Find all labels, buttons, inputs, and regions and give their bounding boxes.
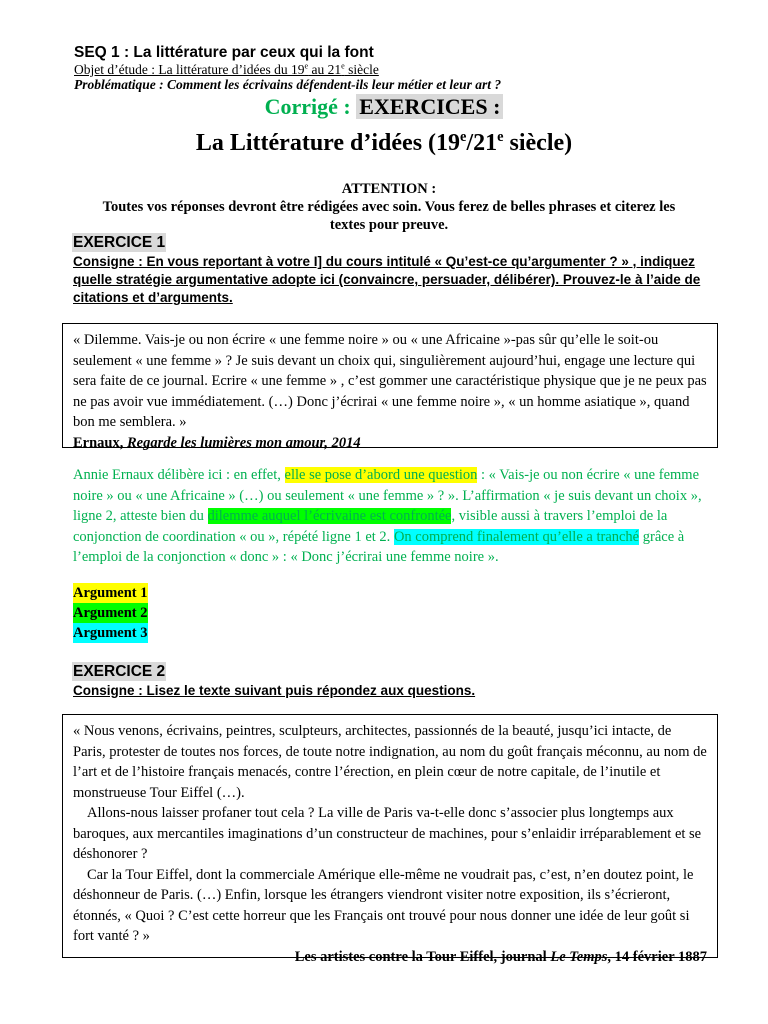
highlight-argument-3: On comprend finalement qu’elle a tranché: [393, 528, 640, 545]
header: [74, 44, 714, 92]
attention-text: Toutes vos réponses devront être rédigées avec soin. Vous ferez de belles phrases et citerez les textes pour preuve.: [102, 199, 676, 233]
legend-argument-3: Argument 3: [73, 625, 148, 641]
sequence-title: SEQ 1 : La littérature par ceux qui la font: [74, 44, 374, 61]
exercice1-label: EXERCICE 1: [73, 234, 166, 251]
tour-eiffel-source: Les artistes contre la Tour Eiffel, journal Le Temps, 14 février 1887: [294, 948, 707, 965]
legend-argument-2: Argument 2: [73, 605, 148, 621]
exercice1-answer: Annie Ernaux délibère ici : en effet, elle se pose d’abord une question : « Vais-je ou non écrire « une femme noire » ou « une Africaine » (…) ou seulement « une femme » ? ». L’affirmation « je suis devant un choix », ligne 2, atteste bien du dilemme auquel l’écrivaine est confrontée, visible aussi à travers l’emploi de la conjonction de coordination « ou », répété ligne 1 et 2. On comprend finalement qu’elle a tranché grâce à l’emploi de la conjonction « donc » : « Donc j’écrirai une femme noire ».: [73, 467, 702, 565]
problematique: Problématique : Comment les écrivains défendent-ils leur métier et leur art ?: [74, 77, 502, 92]
highlight-argument-2: dilemme auquel l’écrivaine est confrontée: [207, 508, 452, 524]
highlight-argument-1: elle se pose d’abord une question: [284, 467, 478, 483]
exercice2-quote-box: [62, 714, 718, 965]
attention-notice: [96, 180, 682, 234]
attention-heading: ATTENTION :: [341, 181, 437, 197]
argument-legend: [73, 583, 148, 643]
objet-etude: Objet d’étude : La littérature d’idées du 19e au 21e siècle: [74, 61, 379, 77]
ernaux-quote: « Dilemme. Vais-je ou non écrire « une femme noire » ou « une Africaine »-pas sûr qu’elle le soit-ou seulement « une femme » ? Je suis devant un choix qui, singulièrement aujourd’hui, engage une lecture qui sera faite de ce journal. Ecrire « une femme » , c’est gommer une caractéristique physique que je ne peux pas ne pas avoir vue immédiatement. (…) Donc j’écrirai « une femme noire », « un homme asiatique », quand bon me semblera. »: [73, 332, 707, 430]
main-title: La Littérature d’idées (19e/21e siècle): [195, 129, 573, 156]
exercice2-label: EXERCICE 2: [73, 663, 166, 680]
corrige-title: Corrigé : EXERCICES :: [0, 93, 768, 121]
exercice2-consigne: Consigne : Lisez le texte suivant puis répondez aux questions.: [73, 683, 476, 698]
exercice1-consigne: Consigne : En vous reportant à votre I] du cours intitulé « Qu’est-ce qu’argumenter ? » , indiquez quelle stratégie argumentative adopte ici (convaincre, persuader, délibérer). Prouvez-le à l’aide de citations et d’arguments.: [73, 254, 701, 305]
exercice1-quote-box: [62, 323, 718, 451]
legend-argument-1: Argument 1: [73, 585, 148, 601]
ernaux-source: Ernaux, Regarde les lumières mon amour, 2014: [73, 434, 361, 451]
tour-eiffel-para-3: Car la Tour Eiffel, dont la commerciale Amérique elle-même ne voudrait pas, c’est, n’en doutez point, le déshonneur de Paris. (…) Enfin, lorsque les étrangers viendront visiter notre exposition, ils s’écrieront, étonnés, « Quoi ? C’est cette horreur que les Français ont trouvé pour nous donner une idée de leur goût si fort vanté ? »: [73, 866, 694, 944]
tour-eiffel-para-1: « Nous venons, écrivains, peintres, sculpteurs, architectes, passionnés de la beauté, jusqu’ici intacte, de Paris, protester de toutes nos forces, de toute notre indignation, au nom du goût français méconnu, au nom de l’art et de l’histoire français menacés, contre l’érection, en plein cœur de notre capitale, de l’inutile et monstrueuse Tour Eiffel (…).: [73, 723, 707, 801]
tour-eiffel-para-2: Allons-nous laisser profaner tout cela ? La ville de Paris va-t-elle donc s’associer plus longtemps aux baroques, aux mercantiles imaginations d’un constructeur de machines, pour s’enlaidir irréparablement et se déshonorer ?: [73, 805, 702, 862]
